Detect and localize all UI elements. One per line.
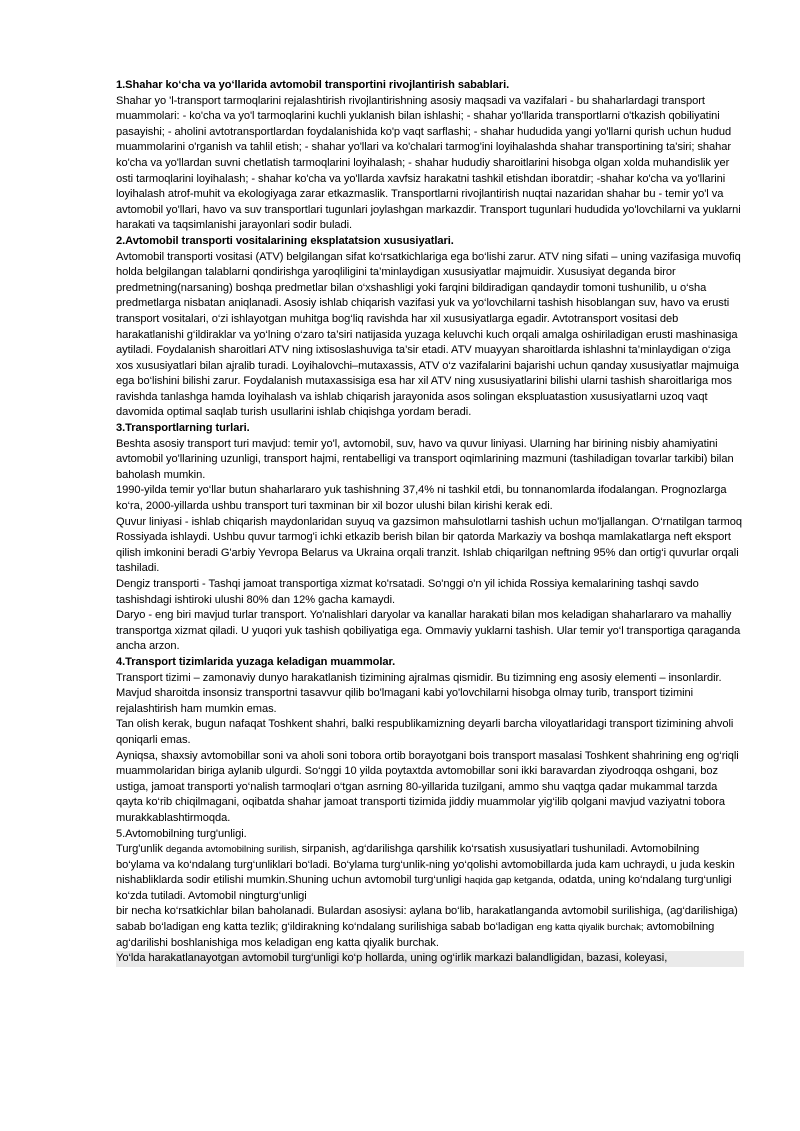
section-3-paragraph-5: Daryo - eng biri mavjud turlar transport. Yo'nalishlari daryolar va kanallar harakati bilan mos keladigan shaharlararo va mahalliy transportga xizmat qiladi. U yuqori yuk tashish qobiliyatiga ega. Ommaviy yuklarni tashish. Ular temir yo‘l transportiga qaraganda ancha arzon.: [116, 609, 741, 653]
section-4-paragraph-2: Tan olish kerak, bugun nafaqat Toshkent shahri, balki respublikamizning deyarli barcha viloyatlaridagi transport tizimining ahvoli qoniqarli emas.: [116, 718, 734, 746]
section-5-paragraph-1: [116, 842, 744, 904]
section-5-p1-small-a: deganda avtomobilning surilish,: [165, 844, 299, 856]
section-3-paragraph-2: 1990-yilda temir yo‘llar butun shaharlararo yuk tashishning 37,4% ni tashkil etdi, bu tonnanomlarda ifodalangan. Prognozlarga ko‘ra, 2000-yillarda ushbu transport turi taxminan bir xil bozor ulushi bilan kirishi kerak edi.: [116, 484, 727, 513]
section-1-heading: 1.Shahar ko‘cha va yo‘llarida avtomobil transportini rivojlantirish sabablari.: [116, 79, 510, 91]
section-5-p2-part-a: bir necha ko‘rsatkichlar bilan baholanadi. Bulardan asosiysi: aylana bo‘lib, harakatlanganda avtomobil surilishiga, (ag‘darilishiga) sabab bo‘ladigan eng katta tezlik; g‘ildirakning ko‘ndalang surilishiga sabab bo‘ladigan: [116, 905, 738, 934]
section-1-paragraph: Shahar yo 'l-transport tarmoqlarini rejalashtirish rivojlantirishning asosiy maqsadi va vazifalari - bu shaharlardagi transport muammolari: - ko'cha va yo'l tarmoqlarini kuchli yuklanish bilan ishlashi; - shahar yo'llarida transportlarni o'tkazish qobiliyatini pasayishi; - aholini avtotransportlardan foydalanishida ko'p vaqt sarflashi; - shahar hududida yangi yo'llarni qurish uchun hudud muammolarini o'rganish va tahlil etish; - shahar yo'llari va ko'chalari tarmog'ini loyihalashda shahar transportining ta'siri; shahar ko'cha va yo'llardan suvni chetlatish tarmoqlarini loyihalash; - shahar hududiy sharoitlarini hisobga olgan xolda muhandislik yer osti tarmoqlarini loyihalash; - shahar ko'cha va yo'llarda xavfsiz harakatni tashkil etishdan iboratdir; -shahar ko'cha va yo'llarini loyihalash atrof-muhit va ekologiyaga zarar etkazmaslik. Transportlarni rivojlantirish nuqtai nazaridan shahar bu - temir yo'l va avtomobil yo'llari, havo va suv transportlari tugunlari joylashgan markazdir. Transport tugunlari hududida yo'lovchilarni va yuklarni harakati va taqsimlanishi jarayonlari sodir buladi.: [116, 94, 741, 232]
section-5-heading: 5.Avtomobilning turg'unligi.: [116, 827, 247, 840]
section-4-paragraph-3: Ayniqsa, shaxsiy avtomobillar soni va aholi soni tobora ortib borayotgani bois transport masalasi Toshkent shahrining eng og‘riqli muammolaridan biriga aylanib ulgurdi. So‘nggi 10 yilda poytaxtda avtomobillar soni ikki baravardan ziyodroqqa oshgani, boz ustiga, jamoat transporti yo‘nalish tarmoqlari o‘tgan asrning 80-yillarida tuzilgani, ammo shu vaqtga qadar mukammal tarzda qayta ko‘rib chiqilmagani, oqibatda shahar jamoat transporti tizimida jiddiy muammolar yig‘ilib qolgani mavjud vaziyatni tobora murakkablashtirmoqda.: [116, 749, 739, 824]
section-2-heading: 2.Avtomobil transporti vositalarining eksplatatsion xususiyatlari.: [116, 234, 454, 247]
section-5-p2-small: eng katta qiyalik burchak;: [536, 922, 644, 934]
section-5-paragraph-3-highlighted: Yo‘lda harakatlanayotgan avtomobil turg‘unligi ko‘p hollarda, uning og‘irlik markazi balandligidan, bazasi, koleyasi,: [116, 951, 744, 967]
section-2-paragraph: Avtomobil transporti vositasi (ATV) belgilangan sifat ko‘rsatkichlariga ega bo‘lishi zarur. ATV ning sifati – uning vazifasiga muvofiq holda belgilangan talablarni qondirishga yaroqliligini ta’minlaydigan xususiyatlar majmuidir. Xususiyat deganda biror predmetning(narsaning) boshqa predmetlar bilan o‘xshashligi yoki farqini bildiradigan qandaydir tomoni tushunilib, u o‘sha predmetlarga nisbatan aniqlanadi. Asosiy ishlab chiqarish vazifasi yuk va yo‘lovchilarni tashish hisoblangan suv, havo va erusti transport vositalari, o‘zi ishlayotgan muhitga bog‘liq ravishda har xil xususiyatlarga egadir. Avtotransport vositasi deb harakatlanishi g‘ildiraklar va yo‘lning o‘zaro ta’siri natijasida yuzaga keluvchi kuch orqali amalga oshiriladigan erusti mashinasiga aytiladi. Foydalanish sharoitlari ATV ning ixtisoslashuviga ta’sir etadi. ATV muayyan sharoitlarda ishlashni ta’minlaydigan o‘ziga xos xususiyatlari bilan ajralib turadi. Loyihalovchi–mutaxassis, ATV o‘z vazifalarini bajarishi uchun qanday xususiyatlar majmuiga ega bo‘lishini bilishi zarur. Foydalanish mutaxassisiga esa har xil ATV ning xususiyatlarini bilishi ularni tashish sharoitlariga mos ravishda tanlashga hamda loyihalash va ishlab chiqarish jarayonida asos solingan ekspluatastion xususiyatlarni uzoq vaqt davomida optimal saqlab turish usullarini ishlab chiqishga yordam beradi.: [116, 250, 741, 419]
section-5-p1-part-b: sirpanish, ag‘darilishga qarshilik ko‘rsatish xususiyatlari tushuniladi. Avtomobilning bo‘ylama va ko‘ndalang turg‘unliklari bo‘ladi. Bo‘ylama turg‘unlik-ning yo‘qolishi avtomobillarda juda kam uchraydi, u juda keskin nishabliklarda sodir etilishi mumkin.Shuning uchun avtomobil turg‘unligi: [116, 843, 735, 887]
section-4-paragraph-1: Transport tizimi – zamonaviy dunyo harakatlanish tizimining ajralmas qismidir. Bu tizimning eng asosiy elementi – insonlardir. Mavjud sharoitda insonsiz transportni tasavvur qilib bo'lmagani kabi yo'lovchilarni hisobga olmay turib, transport tizimini rejalashtirish ham mumkin emas.: [116, 671, 722, 715]
section-4-heading: 4.Transport tizimlarida yuzaga keladigan muammolar.: [116, 655, 396, 668]
section-5-p1-small-b: haqida gap ketganda,: [464, 875, 556, 887]
document-page: [116, 78, 744, 967]
section-5-paragraph-2: [116, 904, 744, 951]
section-3-heading: 3.Transportlarning turlari.: [116, 422, 250, 435]
section-3-paragraph-1: Beshta asosiy transport turi mavjud: temir yo'l, avtomobil, suv, havo va quvur liniyasi. Ularning har birining nisbiy ahamiyatini avtomobil yo'llarining uzunligi, transport hajmi, rentabelligi va transport oqimlarining mazmuni (tashiladigan tovarlar tarkibi) bilan baholash mumkin.: [116, 437, 734, 481]
section-5-p1-part-c: odatda, uning ko‘ndalang turg‘unligi ko‘zda tutiladi. Avtomobil ningturg‘unligi: [116, 874, 732, 902]
section-3-paragraph-4: Dengiz transporti - Tashqi jamoat transportiga xizmat ko'rsatadi. So'nggi o'n yil ichida Rossiya kemalarining tashqi savdo tashishdagi ishtiroki ulushi 80% dan 12% gacha kamaydi.: [116, 578, 699, 606]
section-5-p2-part-b: avtomobilning ag‘darilishi boshlanishiga mos keladigan eng katta qiyalik burchak.: [116, 921, 715, 949]
section-5-p1-part-a: Turg'unlik: [116, 843, 166, 856]
section-3-paragraph-3: Quvur liniyasi - ishlab chiqarish maydonlaridan suyuq va gazsimon mahsulotlarni tashish uchun mo'ljallangan. O‘rnatilgan tarmoq Rossiyada ishlaydi. Ushbu quvur tarmog'i ichki etkazib berish bilan bir qatorda Markaziy va boshqa mamlakatlarga neft eksport qilish imkonini beradi G'arbiy Yevropa Belarus va Ukraina orqali tranzit. Ishlab chiqarilgan neftning 95% dan ortig‘i quvurlar orqali tashiladi.: [116, 515, 742, 575]
